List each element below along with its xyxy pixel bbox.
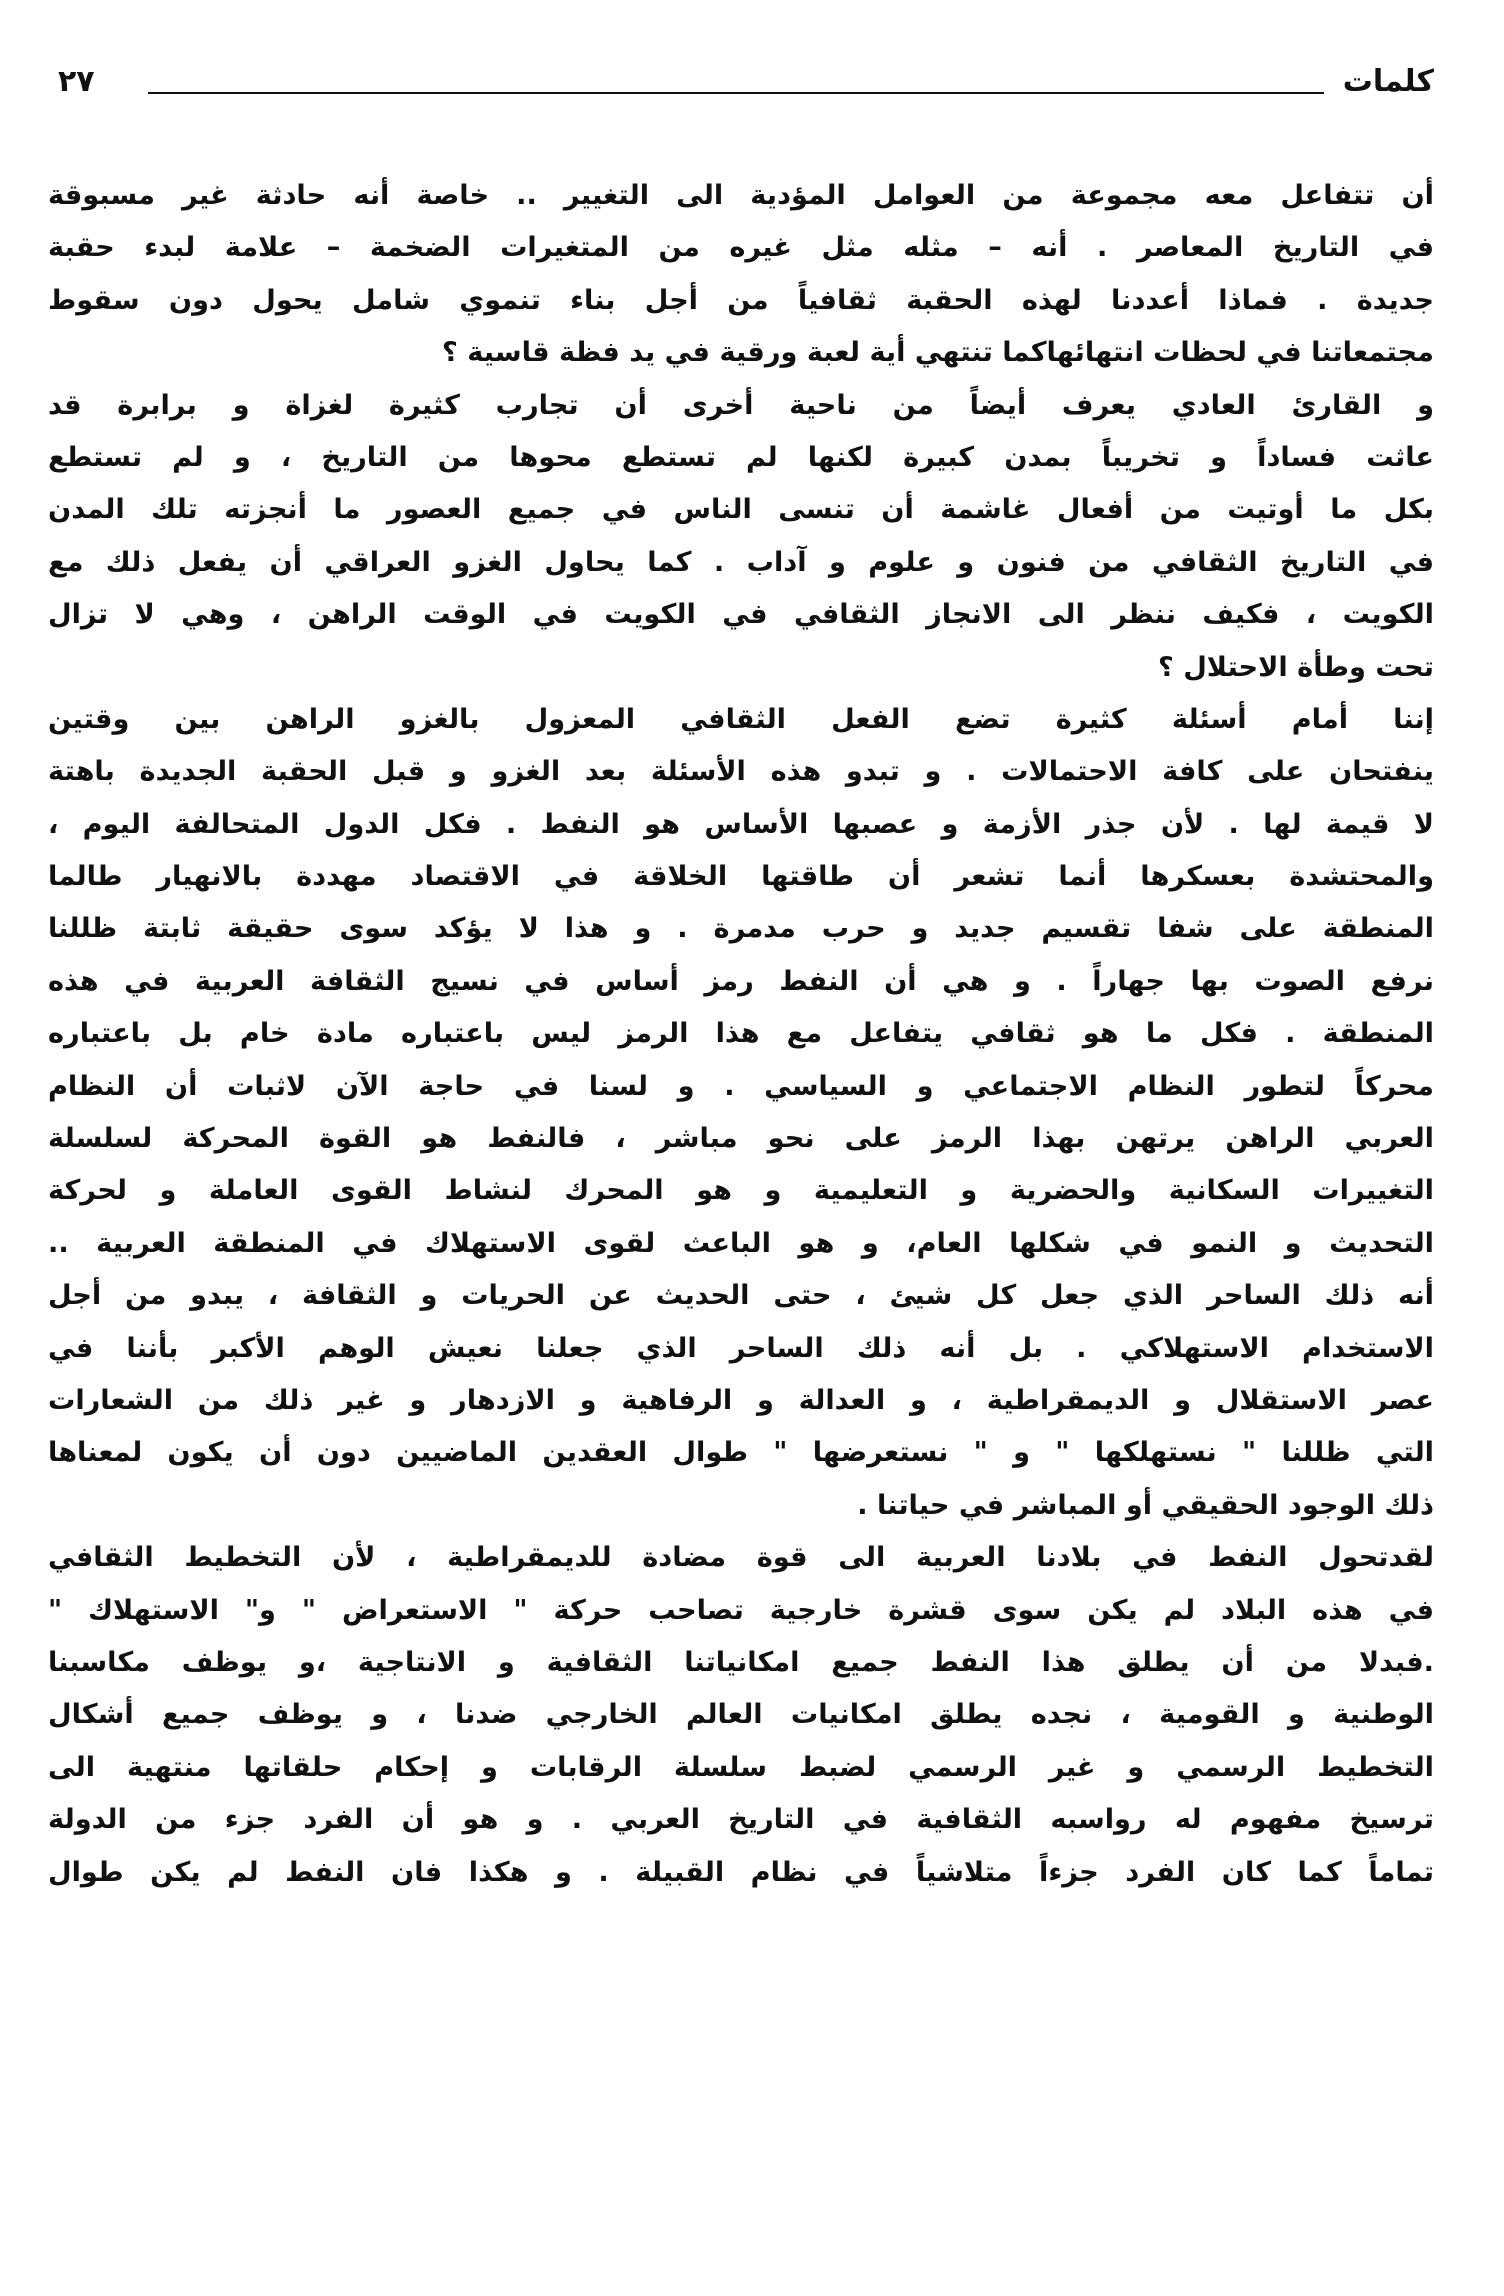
text-line: العربي الراهن يرتهن بهذا الرمز على نحو مباشر ، فالنفط هو القوة المحركة لسلسلة: [48, 1123, 1434, 1155]
text-line: تحت وطأة الاحتلال ؟: [1157, 651, 1434, 683]
text-line: تماماً كما كان الفرد جزءاً متلاشياً في نظام القبيلة . و هكذا فان النفط لم يكن طوال: [48, 1856, 1434, 1888]
text-line: بكل ما أوتيت من أفعال غاشمة أن تنسى الناس في جميع العصور ما أنجزته تلك المدن: [48, 494, 1434, 526]
text-line: الكويت ، فكيف ننظر الى الانجاز الثقافي في الكويت في الوقت الراهن ، وهي لا تزال: [48, 599, 1434, 631]
article-body: [48, 170, 1434, 1899]
text-line: التحديث و النمو في شكلها العام، و هو الباعث لقوى الاستهلاك في المنطقة العربية ..: [48, 1227, 1434, 1259]
text-line: .فبدلا من أن يطلق هذا النفط جميع امكانياتنا الثقافية و الانتاجية ،و يوظف مكاسبنا: [48, 1646, 1434, 1678]
page-header: [58, 62, 1434, 102]
text-line: محركاً لتطور النظام الاجتماعي و السياسي . و لسنا في حاجة الآن لاثبات أن النظام: [48, 1070, 1434, 1102]
text-line: في التاريخ الثقافي من فنون و علوم و آداب . كما يحاول الغزو العراقي أن يفعل ذلك مع: [48, 546, 1434, 578]
running-title: كلمات: [1342, 64, 1434, 99]
text-line: والمحتشدة بعسكرها أنما تشعر أن طاقتها الخلاقة في الاقتصاد مهددة بالانهيار طالما: [48, 861, 1434, 893]
text-line: مجتمعاتنا في لحظات انتهائهاكما تنتهي أية لعبة ورقية في يد فظة قاسية ؟: [442, 337, 1434, 369]
text-line: لقدتحول النفط في بلادنا العربية الى قوة مضادة للديمقراطية ، لأن التخطيط الثقافي: [48, 1542, 1434, 1574]
text-line: أن تتفاعل معه مجموعة من العوامل المؤدية الى التغيير .. خاصة أنه حادثة غير مسبوقة: [48, 180, 1434, 211]
header-rule: [148, 92, 1324, 94]
text-line: الوطنية و القومية ، نجده يطلق امكانيات العالم الخارجي ضدنا ، و يوظف جميع أشكال: [48, 1699, 1434, 1731]
text-line: جديدة . فماذا أعددنا لهذه الحقبة ثقافياً من أجل بناء تنموي شامل يحول دون سقوط: [48, 284, 1434, 316]
text-line: الاستخدام الاستهلاكي . بل أنه ذلك الساحر الذي جعلنا نعيش الوهم الأكبر بأننا في: [48, 1332, 1434, 1364]
text-line: التغييرات السكانية والحضرية و التعليمية و هو المحرك لنشاط القوى العاملة و لحركة: [48, 1175, 1434, 1207]
text-line: في التاريخ المعاصر . أنه – مثله مثل غيره من المتغيرات الضخمة – علامة لبدء حقبة: [48, 232, 1434, 264]
text-line: المنطقة على شفا تقسيم جديد و حرب مدمرة . و هذا لا يؤكد سوى حقيقة ثابتة ظللنا: [48, 913, 1434, 945]
text-line: ترسيخ مفهوم له رواسبه الثقافية في التاريخ العربي . و هو أن الفرد جزء من الدولة: [48, 1804, 1434, 1836]
text-line: المنطقة . فكل ما هو ثقافي يتفاعل مع هذا الرمز ليس باعتباره مادة خام بل باعتباره: [48, 1018, 1434, 1050]
text-line: إننا أمام أسئلة كثيرة تضع الفعل الثقافي المعزول بالغزو الراهن بين وقتين: [48, 703, 1434, 735]
text-line: ينفتحان على كافة الاحتمالات . و تبدو هذه الأسئلة بعد الغزو و قبل الحقبة الجديدة باهتة: [48, 756, 1434, 788]
text-line: عصر الاستقلال و الديمقراطية ، و العدالة و الرفاهية و الازدهار و غير ذلك من الشعارات: [48, 1384, 1434, 1416]
text-line: و القارئ العادي يعرف أيضاً من ناحية أخرى أن تجارب كثيرة لغزاة و برابرة قد: [48, 389, 1434, 421]
text-line: التي ظللنا " نستهلكها " و " نستعرضها " طوال العقدين الماضيين دون أن يكون لمعناها: [48, 1437, 1434, 1469]
text-line: نرفع الصوت بها جهاراً . و هي أن النفط رمز أساس في نسيج الثقافة العربية في هذه: [48, 965, 1434, 997]
text-line: التخطيط الرسمي و غير الرسمي لضبط سلسلة الرقابات و إحكام حلقاتها منتهية الى: [48, 1751, 1434, 1783]
text-line: عاثت فساداً و تخريباً بمدن كبيرة لكنها لم تستطع محوها من التاريخ ، و لم تستطع: [48, 441, 1434, 473]
text-line: أنه ذلك الساحر الذي جعل كل شيئ ، حتى الحديث عن الحريات و الثقافة ، يبدو من أجل: [48, 1280, 1434, 1312]
page-number: ٢٧: [58, 64, 95, 99]
text-line: ذلك الوجود الحقيقي أو المباشر في حياتنا .: [857, 1489, 1434, 1521]
text-line: لا قيمة لها . لأن جذر الأزمة و عصبها الأساس هو النفط . فكل الدول المتحالفة اليوم ،: [48, 808, 1434, 840]
text-line: في هذه البلاد لم يكن سوى قشرة خارجية تصاحب حركة " الاستعراض " و" الاستهلاك ": [48, 1594, 1434, 1626]
